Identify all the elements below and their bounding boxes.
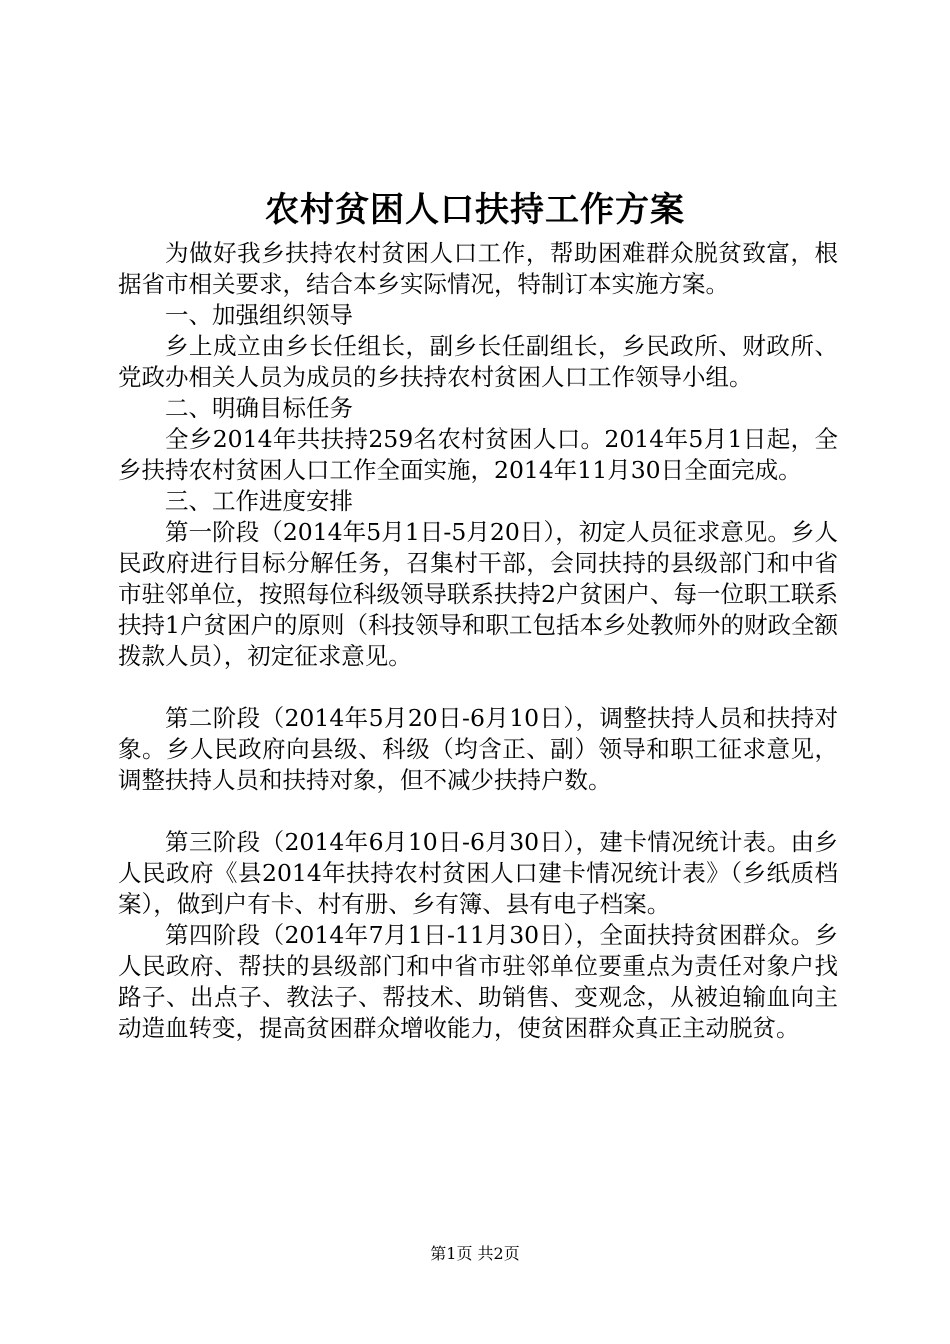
page-number-footer: 第1页 共2页 [430,1244,520,1263]
document-body [118,238,838,1044]
goals-paragraph: 全乡2014年共扶持259名农村贫困人口。2014年5月1日起，全乡扶持农村贫困人口工作全面实施，2014年11月30日全面完成。 [118,425,838,484]
phase-two-paragraph: 第二阶段（2014年5月20日-6月10日），调整扶持人员和扶持对象。乡人民政府向县级、科级（均含正、副）领导和职工征求意见，调整扶持人员和扶持对象，但不减少扶持户数。 [118,704,838,794]
phase-three-paragraph: 第三阶段（2014年6月10日-6月30日），建卡情况统计表。由乡人民政府《县2014年扶持农村贫困人口建卡情况统计表》（乡纸质档案），做到户有卡、村有册、乡有簿、县有电子档案。 [118,828,838,918]
section-heading-organization: 一、加强组织领导 [165,301,353,329]
section-heading-goals: 二、明确目标任务 [165,394,353,422]
organization-paragraph: 乡上成立由乡长任组长，副乡长任副组长，乡民政所、财政所、党政办相关人员为成员的乡扶持农村贫困人口工作领导小组。 [118,332,838,391]
document-title: 农村贫困人口扶持工作方案 [265,190,685,230]
section-heading-schedule: 三、工作进度安排 [165,487,353,515]
phase-four-paragraph: 第四阶段（2014年7月1日-11月30日），全面扶持贫困群众。乡人民政府、帮扶的县级部门和中省市驻邻单位要重点为责任对象户找路子、出点子、教法子、帮技术、助销售、变观念，从被迫输血向主动造血转变，提高贫困群众增收能力，使贫困群众真正主动脱贫。 [118,921,838,1042]
phase-one-paragraph: 第一阶段（2014年5月1日-5月20日），初定人员征求意见。乡人民政府进行目标分解任务，召集村干部，会同扶持的县级部门和中省市驻邻单位，按照每位科级领导联系扶持2户贫困户、每一位职工联系扶持1户贫困户的原则（科技领导和职工包括本乡处教师外的财政全额拨款人员），初定征求意见。 [118,518,838,670]
intro-paragraph: 为做好我乡扶持农村贫困人口工作，帮助困难群众脱贫致富，根据省市相关要求，结合本乡实际情况，特制订本实施方案。 [118,239,838,298]
